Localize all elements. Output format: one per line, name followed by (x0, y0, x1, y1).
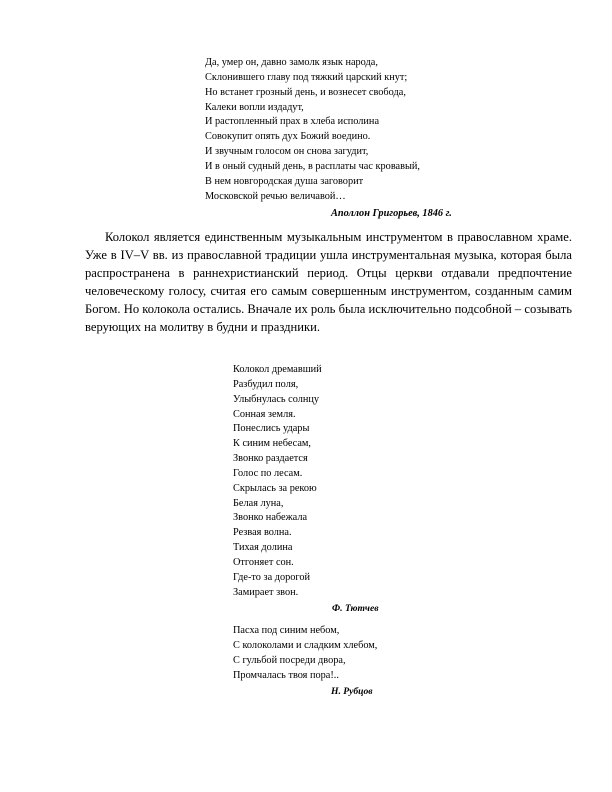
poem-line: Да, умер он, давно замолк язык народа, (205, 57, 378, 68)
poem-line: С колоколами и сладким хлебом, (233, 639, 378, 651)
poem-author: Н. Рубцов (331, 686, 373, 697)
poem-author: Ф. Тютчев (332, 603, 379, 614)
poem-line: Тихая долина (233, 542, 293, 554)
poem-line: К синим небесам, (233, 438, 312, 450)
poem-line: Белая луна, (233, 497, 284, 509)
poem-line: Звонко раздается (233, 453, 308, 465)
poem-line: Звонко набежала (233, 512, 308, 524)
poem-line: В нем новгородская душа заговорит (205, 175, 364, 187)
poem-line: Промчалась твоя пора!.. (233, 669, 339, 681)
poem-line: Отгоняет сон. (233, 556, 294, 568)
poem-author: Аполлон Григорьев, 1846 г. (331, 208, 452, 219)
poem-line: И звучным голосом он снова загудит, (205, 146, 369, 158)
poem-line: Склонившего главу под тяжкий царский кнут; (205, 71, 408, 83)
poem-line: Колокол дремавший (233, 364, 322, 375)
poem-line: Улыбнулась солнцу (233, 393, 320, 405)
poem-line: Понеслись удары (233, 423, 310, 435)
poem-line: Но встанет грозный день, и вознесет свобода, (205, 86, 406, 98)
poem-line: И в оный судный день, в расплаты час кровавый, (205, 160, 420, 172)
poem-line: И растопленный прах в хлеба исполина (205, 116, 380, 128)
poem-line: Скрылась за рекою (233, 482, 317, 494)
poem-line: Где-то за дорогой (233, 571, 311, 583)
poem-rubtsov (233, 624, 377, 683)
poem-line: С гульбой посреди двора, (233, 654, 346, 666)
body-paragraph: Колокол является единственным музыкальным инструментом в православном храме. Уже в IV–V вв. из православной традиции ушла инструментальная музыка, которая была распространена в раннехристианский период. Отцы церкви отдавали предпочтение человеческому голосу, считая его самым совершенным инструментом, созданным самим Богом. Но колокола остались. Вначале их роль была исключительно подсобной – созывать верующих на молитву в будни и праздники. (85, 230, 572, 335)
poem-line: Голос по лесам. (233, 467, 303, 479)
poem-line: Сонная земля. (233, 408, 296, 420)
poem-line: Пасха под синим небом, (233, 625, 340, 636)
poem-line: Замирает звон. (233, 586, 299, 598)
poem-line: Московской речью величавой… (205, 190, 346, 202)
poem-grigoriev (205, 56, 420, 204)
poem-line: Разбудил поля, (233, 378, 299, 390)
poem-line: Калеки вопли издадут, (205, 101, 304, 113)
poem-line: Резвая волна. (233, 527, 292, 539)
poem-line: Совокупит опять дух Божий воедино. (205, 131, 371, 143)
poem-tyutchev (233, 363, 322, 601)
